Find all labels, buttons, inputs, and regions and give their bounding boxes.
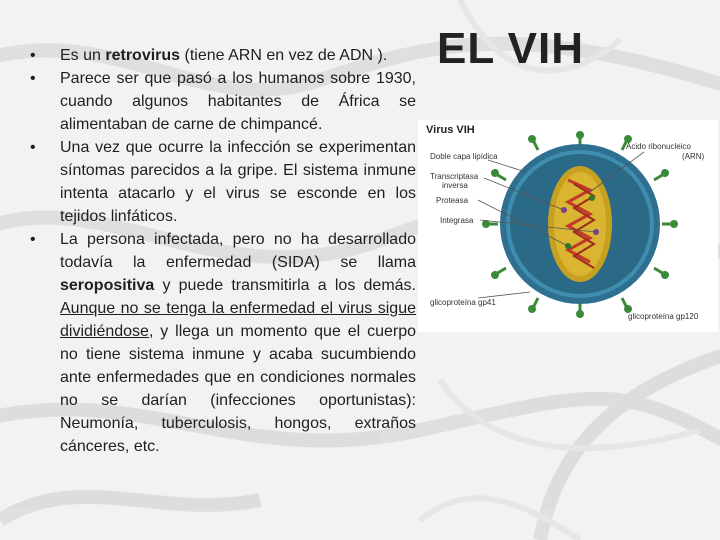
label-gp41: glicoproteína gp41 [430, 298, 496, 307]
bullet-origin: • Parece ser que pasó a los humanos sobre 1930, cuando algunos habitantes de África se alimentaban de carne de chimpancé. [30, 67, 416, 136]
label-lipid-bilayer: Doble capa lipídica [430, 152, 498, 161]
label-integrase: Integrasa [440, 216, 474, 225]
hiv-diagram [418, 120, 718, 332]
label-transcriptase: Transcriptasa [430, 172, 479, 181]
label-protease: Proteasa [436, 196, 469, 205]
bullet-retrovirus [30, 44, 416, 67]
bullet-seropositive [30, 228, 416, 458]
bullet-infection: • Una vez que ocurre la infección se experimentan síntomas parecidos a la gripe. El sistema inmune intenta atacarlo y el virus se esconde en los tejidos linfáticos. [30, 136, 416, 228]
bullet-4-underlined: Aunque no se tenga la enfermedad el virus sigue dividiéndose [60, 300, 416, 340]
bullet-4-pre: La persona infectada, pero no ha desarrollado todavía la enfermedad (SIDA) se llama [60, 231, 416, 271]
bullet-list [30, 44, 416, 458]
diagram-title: Virus VIH [426, 124, 475, 136]
bullet-4-post: , y llega un momento que el cuerpo no tiene sistema inmune y acaba sucumbiendo ante enfermedades que en condiciones normales no se darían (infecciones oportunistas): Neumonía, tuberculosis, hongos, extraños cánceres, etc. [60, 323, 416, 455]
bullet-1-post: (tiene ARN en vez de ADN ). [180, 47, 388, 64]
bullet-1-bold: retrovirus [105, 47, 181, 64]
label-rna: Ácido ribonucleico [626, 142, 691, 151]
label-gp120: glicoproteína gp120 [628, 312, 699, 321]
label-rna-abbr: (ARN) [682, 152, 705, 161]
label-transcriptase-sub: inversa [442, 181, 468, 190]
bullet-4-mid: y puede transmitirla a los demás. [154, 277, 416, 294]
bullet-4-bold: seropositiva [60, 277, 155, 294]
bullet-1-pre: Es un [60, 47, 106, 64]
slide-title: EL VIH [437, 24, 585, 73]
